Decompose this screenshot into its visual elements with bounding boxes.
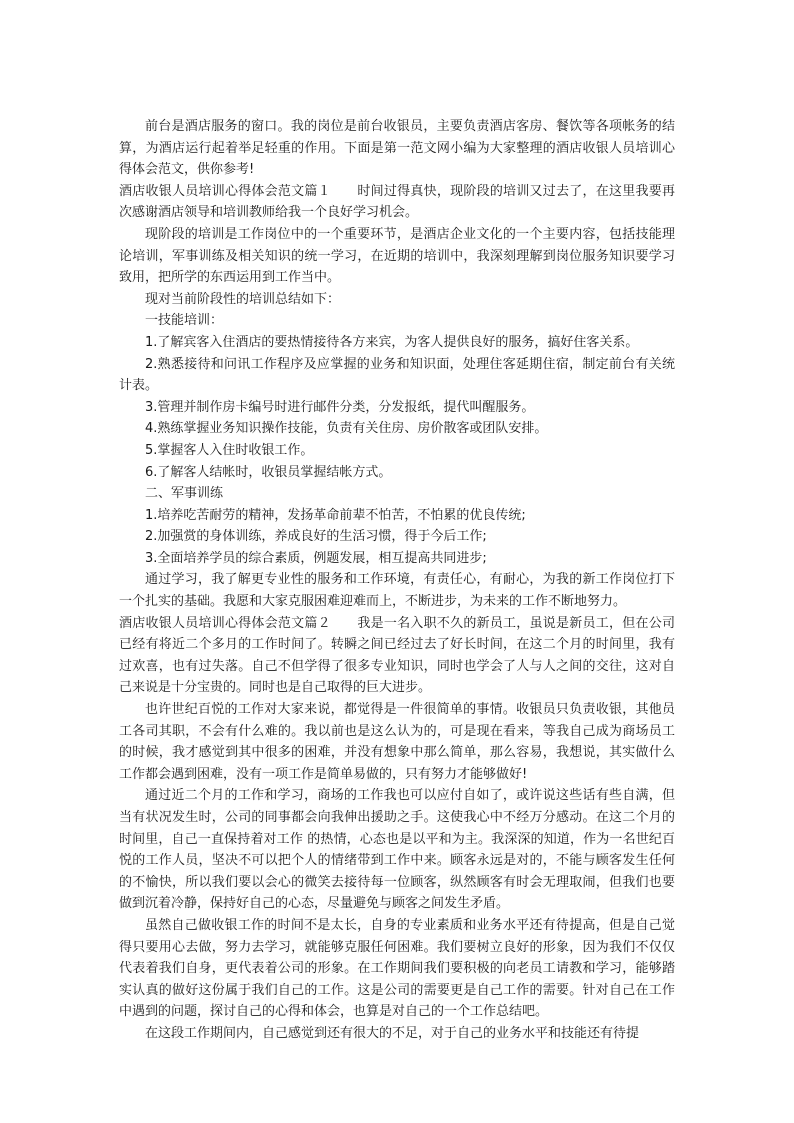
list-item: 3.管理并制作房卡编号时进行邮件分类，分发报纸，提代叫醒服务。 (145, 399, 535, 415)
paragraph-article-1-heading: 酒店收银人员培训心得体会范文篇１ 时间过得真快，现阶段的培训又过去了，在这里我要再次感谢酒店领导和培训教师给我一个良好学习机会。 (119, 183, 675, 221)
paragraph-article-2-heading: 酒店收银人员培训心得体会范文篇２ 我是一名入职不久的新员工，虽说是新员工，但在公司已经有将近二个多月的工作时间了。转瞬之间已经过去了好长时间，在这二个月的时间里，我有过欢喜，也有过失落。自己不但学得了很多专业知识，同时也学会了人与人之间的交往，这对自己来说是十分宝贵的。同时也是自己取得的巨大进步。 (119, 615, 675, 696)
paragraph: 虽然自己做收银工作的时间不是太长，自身的专业素质和业务水平还有待提高，但是自己觉得只要用心去做，努力去学习，就能够克服任何困难。我们要树立良好的形象，因为我们不仅仅代表着我们自身，更代表着公司的形象。在工作期间我们要积极的向老员工请教和学习，能够踏实认真的做好这份属于我们自己的工作。这是公司的需要更是自己工作的需要。针对自己在工作中遇到的问题，探讨自己的心得和体会，也算是对自己的一个工作总结吧。 (119, 917, 675, 1020)
list-item: 1.培养吃苦耐劳的精神，发扬革命前辈不怕苦，不怕累的优良传统; (145, 507, 526, 523)
list-item: 5.掌握客人入住时收银工作。 (145, 442, 314, 458)
section-heading: 二、军事训练 (145, 486, 224, 502)
list-item: 2.熟悉接待和问讯工作程序及应掌握的业务和知识面，处理住客延期住宿，制定前台有关统计表。 (119, 356, 675, 394)
paragraph: 在这段工作期间内，自己感觉到还有很大的不足，对于自己的业务水平和技能还有待提 (145, 1025, 640, 1041)
paragraph: 现阶段的培训是工作岗位中的一个重要环节，是酒店企业文化的一个主要内容，包括技能理论培训，军事训练及相关知识的统一学习，在近期的培训中，我深刻理解到岗位服务知识要学习致用，把所学的东西运用到工作当中。 (119, 226, 675, 286)
list-item: 2.加强赏的身体训练，养成良好的生活习惯，得于今后工作; (145, 529, 487, 545)
section-heading: 一技能培训： (145, 313, 224, 329)
paragraph: 通过学习，我了解更专业性的服务和工作环境，有责任心，有耐心，为我的新工作岗位打下一个扎实的基础。我愿和大家克服困难迎难而上，不断进步，为未来的工作不断地努力。 (119, 572, 675, 610)
list-item: 3.全面培养学员的综合素质，例题发展，相互提高共同进步; (145, 550, 487, 566)
document-body (119, 116, 675, 1045)
paragraph-intro: 前台是酒店服务的窗口。我的岗位是前台收银员，主要负责酒店客房、餐饮等各项帐务的结算，为酒店运行起着举足轻重的作用。下面是第一范文网小编为大家整理的酒店收银人员培训心得体会范文，供你参考! (119, 119, 675, 178)
paragraph: 也许世纪百悦的工作对大家来说，都觉得是一件很简单的事情。收银员只负责收银，其他员工各司其职，不会有什么难的。我以前也是这么认为的，可是现在看来，等我自己成为商场员工的时候，我才感觉到其中很多的困难，并没有想象中那么简单，那么容易，我想说，其实做什么工作都会遇到困难，没有一项工作是简单易做的，只有努力才能够做好! (119, 702, 675, 782)
list-item: 4.熟练掌握业务知识操作技能，负责有关住房、房价散客或团队安排。 (145, 421, 548, 437)
list-item: 1.了解宾客入住酒店的要热情接待各方来宾，为客人提供良好的服务，搞好住客关系。 (145, 334, 639, 350)
paragraph: 通过近二个月的工作和学习，商场的工作我也可以应付自如了，或许说这些话有些自满，但当有状况发生时，公司的同事都会向我伸出援助之手。这使我心中不经万分感动。在这二个月的时间里，自己一直保持着对工作 的热情，心态也是以平和为主。我深深的知道，作为一名世纪百悦的工作人员，坚决不可以把个人的情绪带到工作中来。顾客永远是对的，不能与顾客发生任何的不愉快，所以我们要以会心的微笑去接待每一位顾客，纵然顾客有时会无理取闹，但我们也要做到沉着冷静，保持好自己的心态，尽量避免与顾客之间发生矛盾。 (119, 788, 675, 912)
list-item: 6.了解客人结帐时，收银员掌握结帐方式。 (145, 464, 392, 480)
paragraph: 现对当前阶段性的培训总结如下： (145, 291, 341, 307)
